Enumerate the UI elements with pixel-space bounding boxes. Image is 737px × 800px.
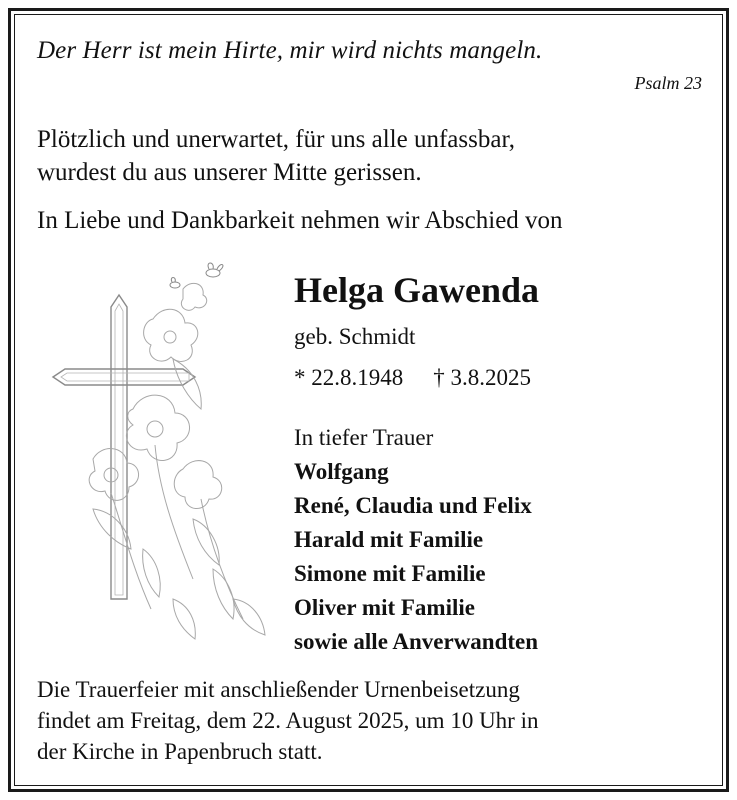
mourner-name: Simone mit Familie: [294, 561, 486, 586]
service-line-3: der Kirche in Papenbruch statt.: [37, 739, 323, 764]
flower-icon: [89, 283, 265, 639]
maiden-name: geb. Schmidt: [294, 324, 416, 349]
intro-text: [37, 123, 697, 189]
intro-line-2: wurdest du aus unserer Mitte gerissen.: [37, 159, 422, 186]
motto-quote: Der Herr ist mein Hirte, mir wird nichts mangeln.: [37, 37, 543, 64]
mourner-name: sowie alle Anverwandten: [294, 629, 539, 654]
mourner-name: Harald mit Familie: [294, 527, 484, 552]
psalm-reference: Psalm 23: [634, 73, 702, 93]
service-details: [37, 674, 717, 767]
birth-date: * 22.8.1948: [294, 365, 404, 390]
service-line-2: findet am Freitag, dem 22. August 2025, um 10 Uhr in: [37, 708, 539, 733]
death-date: † 3.8.2025: [433, 365, 531, 390]
intro-line-1: Plötzlich und unerwartet, für uns alle unfassbar,: [37, 126, 516, 153]
life-dates: [294, 365, 531, 391]
mourner-name: René, Claudia und Felix: [294, 493, 532, 518]
farewell-text: In Liebe und Dankbarkeit nehmen wir Abschied von: [37, 207, 563, 234]
mourner-name: Wolfgang: [294, 459, 389, 484]
cross-icon: [53, 295, 195, 599]
service-line-1: Die Trauerfeier mit anschließender Urnenbeisetzung: [37, 677, 520, 702]
mourning-heading: In tiefer Trauer: [294, 425, 434, 450]
obituary-frame: [8, 8, 729, 792]
bee-icon: [170, 263, 223, 288]
mourners-list: [294, 421, 538, 659]
deceased-name: Helga Gawenda: [294, 270, 540, 310]
mourner-name: Oliver mit Familie: [294, 595, 475, 620]
cross-flowers-illustration: [33, 249, 278, 649]
